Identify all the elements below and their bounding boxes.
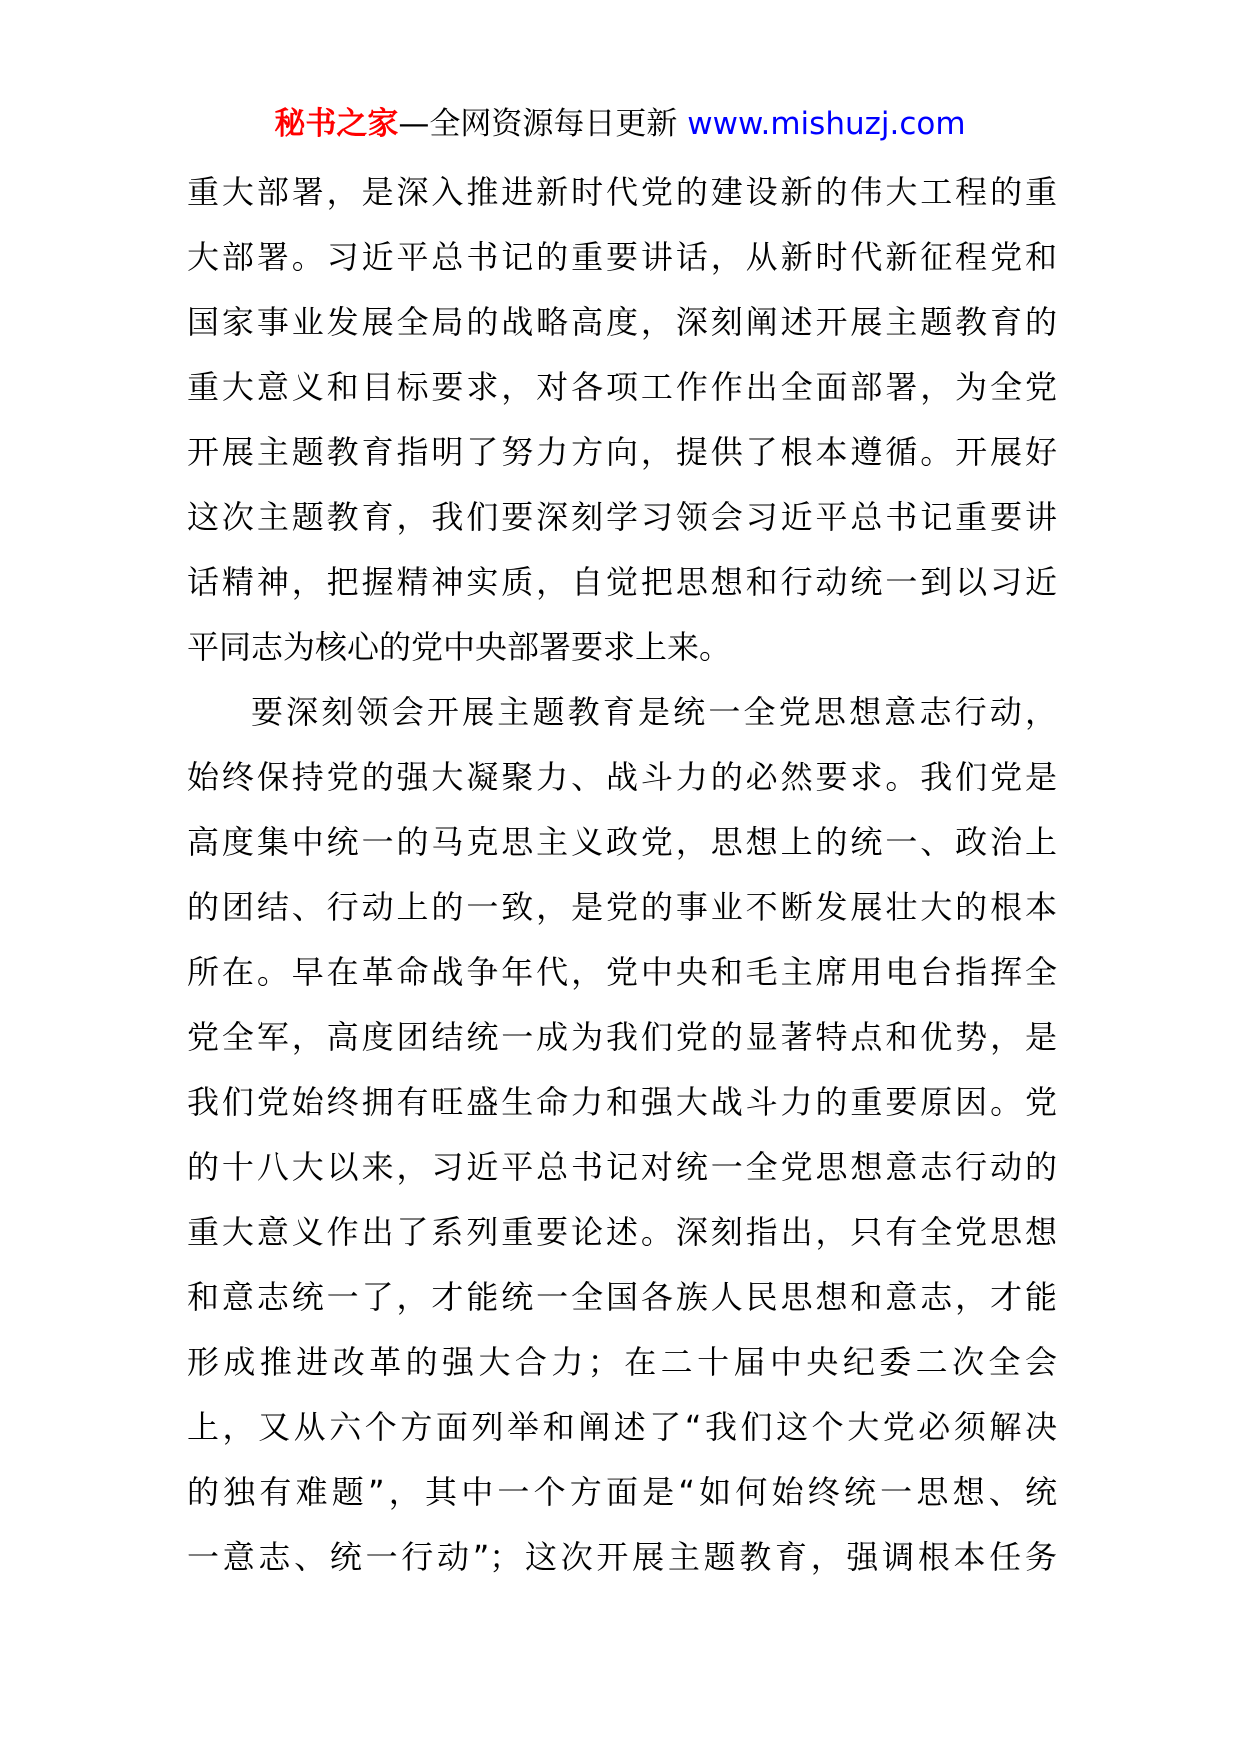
text-line: 始终保持党的强大凝聚力、战斗力的必然要求。我们党是 — [187, 758, 1057, 796]
text-line: 重大意义和目标要求，对各项工作作出全面部署，为全党 — [187, 368, 1057, 406]
document-body — [187, 160, 1057, 1590]
text-line: 的独有难题”，其中一个方面是“如何始终统一思想、统 — [187, 1473, 1057, 1511]
text-line: 所在。早在革命战争年代，党中央和毛主席用电台指挥全 — [187, 953, 1057, 991]
text-line: 形成推进改革的强大合力；在二十届中央纪委二次全会 — [187, 1343, 1057, 1381]
text-line: 大部署。习近平总书记的重要讲话，从新时代新征程党和 — [187, 238, 1057, 276]
text-line: 一意志、统一行动”；这次开展主题教育，强调根本任务 — [187, 1538, 1057, 1576]
paragraph-first-line: 要深刻领会开展主题教育是统一全党思想意志行动， — [251, 693, 1057, 731]
text-line: 和意志统一了，才能统一全国各族人民思想和意志，才能 — [187, 1278, 1057, 1316]
text-line: 我们党始终拥有旺盛生命力和强大战斗力的重要原因。党 — [187, 1083, 1057, 1121]
text-line: 平同志为核心的党中央部署要求上来。 — [187, 628, 732, 666]
text-line: 话精神，把握精神实质，自觉把思想和行动统一到以习近 — [187, 563, 1057, 601]
text-line: 重大意义作出了系列重要论述。深刻指出，只有全党思想 — [187, 1213, 1057, 1251]
text-line: 高度集中统一的马克思主义政党，思想上的统一、政治上 — [187, 823, 1057, 861]
text-line: 国家事业发展全局的战略高度，深刻阐述开展主题教育的 — [187, 303, 1057, 341]
text-line: 的十八大以来，习近平总书记对统一全党思想意志行动的 — [187, 1148, 1057, 1186]
text-line: 开展主题教育指明了努力方向，提供了根本遵循。开展好 — [187, 433, 1057, 471]
page-header — [0, 102, 1240, 146]
text-line: 这次主题教育，我们要深刻学习领会习近平总书记重要讲 — [187, 498, 1057, 536]
header-brand: 秘书之家 — [274, 106, 399, 142]
text-line: 党全军，高度团结统一成为我们党的显著特点和优势，是 — [187, 1018, 1057, 1056]
header-tagline: —全网资源每日更新 — [398, 106, 678, 142]
text-line: 的团结、行动上的一致，是党的事业不断发展壮大的根本 — [187, 888, 1057, 926]
text-line: 上，又从六个方面列举和阐述了“我们这个大党必须解决 — [187, 1408, 1057, 1446]
header-site-url: www.mishuzj.com — [687, 106, 966, 142]
text-line: 重大部署，是深入推进新时代党的建设新的伟大工程的重 — [187, 173, 1057, 211]
